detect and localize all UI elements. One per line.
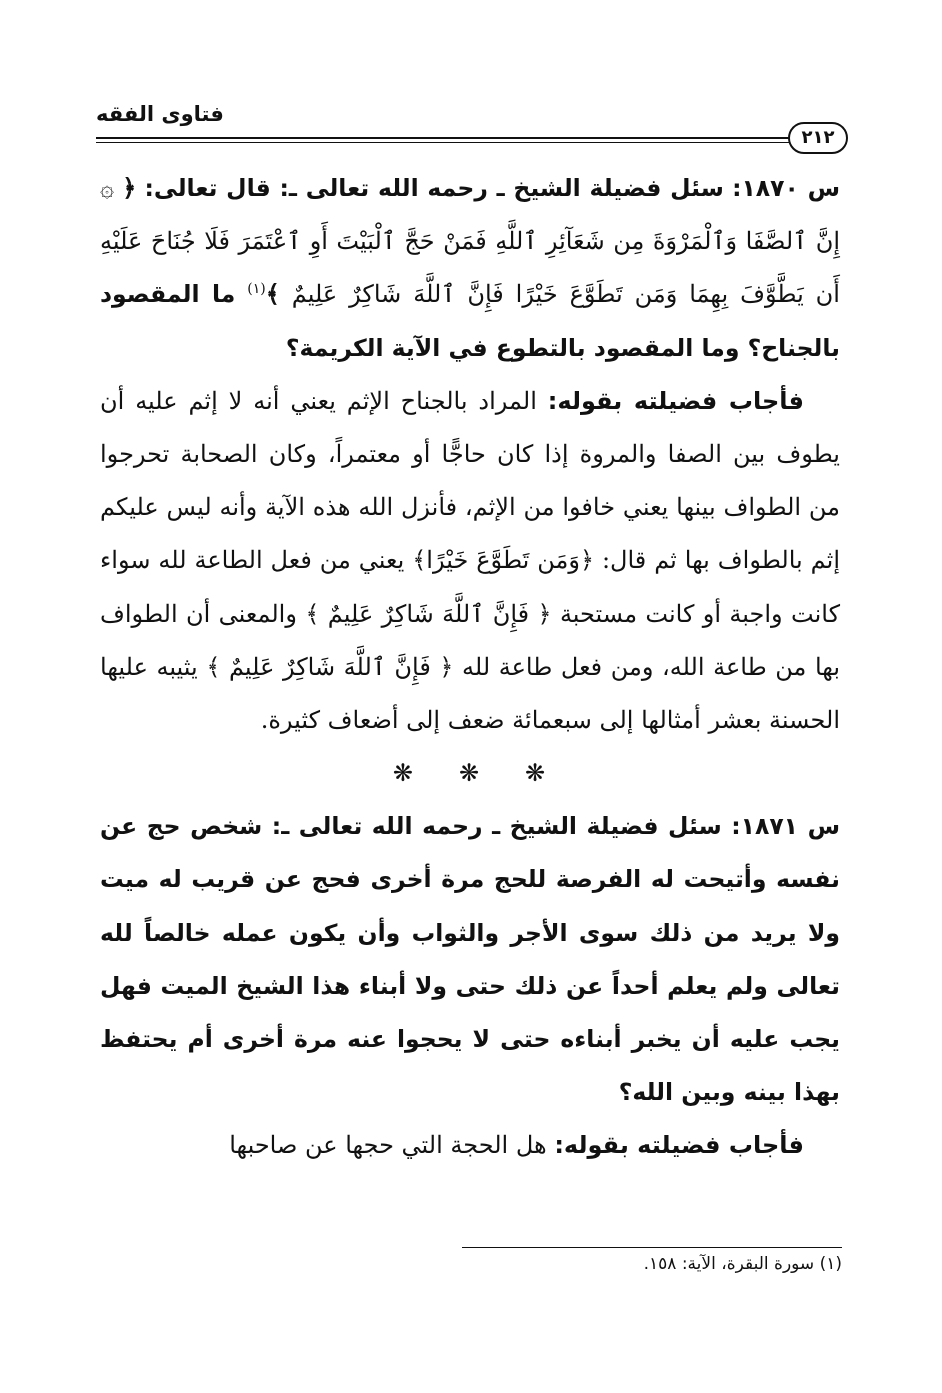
quran-quote: ﴿وَمَن تَطَوَّعَ خَيْرًا﴾ (412, 546, 595, 575)
page-number: ٢١٢ (788, 122, 848, 154)
answer-1871 (100, 1119, 840, 1172)
running-title: فتاوى الفقه (96, 102, 224, 126)
question-number: س ١٨٧٠: (732, 174, 841, 202)
answer-text: هل الحجة التي حجها عن صاحبها (229, 1131, 547, 1160)
answer-lead: فأجاب فضيلته بقوله: (547, 386, 805, 415)
section-separator (100, 747, 840, 800)
quran-verse: ۞ إِنَّ ٱلصَّفَا وَٱلْمَرْوَةَ مِن شَعَآئِرِ ٱللَّهِ فَمَنْ حَجَّ ٱلْبَيْتَ أَوِ ٱعْتَمَرَ فَلَا جُنَاحَ عَلَيْهِ أَن يَطَّوَّفَ بِهِمَا وَمَن تَطَوَّعَ خَيْرًا فَإِنَّ ٱللَّهَ شَاكِرٌ عَلِيمٌ (100, 174, 840, 309)
question-tail: ما المقصود بالجناح؟ وما المقصود بالتطوع في الآية الكريمة؟ (100, 280, 840, 362)
footnote-rule (462, 1247, 842, 1248)
answer-text: يثيبه عليها الحسنة بعشر أمثالها إلى سبعمائة ضعف إلى أضعاف كثيرة. (100, 652, 840, 735)
verse-open-bracket: ﴿ (122, 174, 137, 202)
answer-1870 (100, 375, 840, 747)
question-1871 (100, 800, 840, 1119)
answer-lead: فأجاب فضيلته بقوله: (554, 1131, 804, 1160)
footnote: (١) سورة البقرة، الآية: ١٥٨. (643, 1254, 842, 1274)
question-lead: سئل فضيلة الشيخ ـ رحمه الله تعالى ـ: قال تعالى: (144, 174, 724, 202)
answer-text: والمعنى أن الطواف بها من طاعة الله، ومن فعل طاعة لله (100, 599, 840, 681)
quran-quote: ﴿ فَإِنَّ ٱللَّهَ شَاكِرٌ عَلِيمٌ ﴾ (206, 652, 454, 681)
quran-quote: ﴿ فَإِنَّ ٱللَّهَ شَاكِرٌ عَلِيمٌ ﴾ (305, 599, 552, 628)
answer-text: يعني من فعل الطاعة لله سواء كانت واجبة أو كانت مستحبة (100, 546, 841, 628)
verse-close-bracket: ﴾ (265, 280, 280, 309)
question-1870 (100, 162, 840, 375)
page-header (96, 100, 848, 156)
asterisk-icon: ❋ (525, 759, 548, 788)
header-rule-thin (96, 142, 792, 143)
answer-text: المراد بالجناح الإثم يعني أنه لا إثم عليه أن يطوف بين الصفا والمروة إذا كان حاجًّا أو معتمراً، وكان الصحابة تحرجوا من الطواف بينها يعني خافوا من الإثم، فأنزل الله هذه الآية وأنه ليس عليكم إثم بالطواف بها ثم قال: (100, 386, 840, 575)
footnote-ref: (١) (247, 281, 266, 298)
asterisk-icon: ❋ (392, 759, 415, 788)
header-rule (96, 137, 792, 139)
page-body (100, 162, 840, 1173)
question-text: سئل فضيلة الشيخ ـ رحمه الله تعالى ـ: شخص حج عن نفسه وأتيحت له الفرصة للحج مرة أخرى فحج عن قريب له ميت ولا يريد من ذلك سوى الأجر والثواب وأن يكون عمله خالصاً لله تعالى ولم يعلم أحداً عن ذلك حتى ولا أبناء هذا الشيخ الميت فهل يجب عليه أن يخبر أبناءه حتى لا يحجوا عنه مرة أخرى أم يحتفظ بهذا بينه وبين الله؟ (100, 812, 840, 1107)
question-number: س ١٨٧١: (731, 812, 840, 841)
asterisk-icon: ❋ (458, 759, 482, 788)
